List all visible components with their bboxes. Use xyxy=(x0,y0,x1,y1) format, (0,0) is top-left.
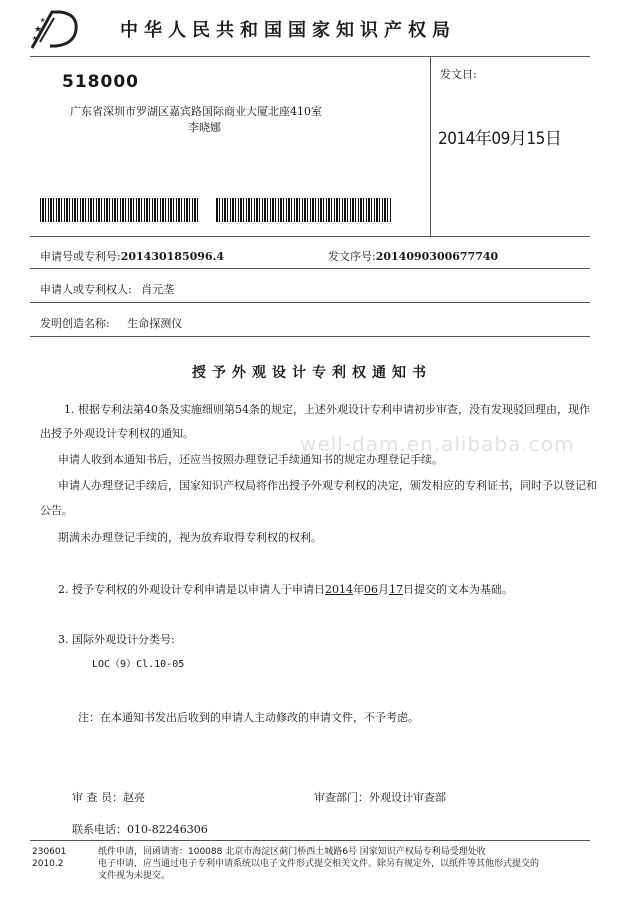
applicant-name: 肖元垄 xyxy=(141,283,175,296)
header-top-rule xyxy=(30,56,590,57)
p5-month-unit: 月 xyxy=(378,583,389,596)
document-title: 授予外观设计专利权通知书 xyxy=(192,365,432,381)
footer-text xyxy=(98,846,598,882)
loc-classification: LOC（9）Cl.10-05 xyxy=(92,659,185,670)
document-serial-label: 发文序号: xyxy=(328,250,376,263)
document-serial-row xyxy=(328,248,498,264)
p5-month: 06 xyxy=(364,583,378,596)
form-code-2: 2010.2 xyxy=(32,859,64,869)
p5-prefix: 2. 授予专利权的外观设计专利申请是以申请人于申请日 xyxy=(58,583,325,596)
document-serial: 2014090300677740 xyxy=(375,250,499,263)
paragraph-3-line-1: 申请人办理登记手续后，国家知识产权局将作出授予外观专利权的决定，颁发相应的专利证书，同时予以登记和 xyxy=(58,479,597,492)
invention-name: 生命探测仪 xyxy=(127,317,183,330)
footer-line-3: 文件视为未提交。 xyxy=(98,871,171,881)
svg-text:★: ★ xyxy=(40,17,46,24)
p5-year-unit: 年 xyxy=(353,583,364,596)
paragraph-6: 3. 国际外观设计分类号: xyxy=(58,633,175,646)
header-divider xyxy=(430,56,431,236)
footer-line-2: 电子申请，应当通过电子专利申请系统以电子文件形式提交相关文件。除另有规定外，以纸件等其他形式提交的 xyxy=(98,859,540,869)
fields-rule-2 xyxy=(30,302,590,303)
paragraph-1-line-2: 出授予外观设计专利权的通知。 xyxy=(40,427,194,440)
p5-day: 17 xyxy=(389,583,403,596)
application-number: 201430185096.4 xyxy=(120,250,225,263)
paragraph-1-line-1: 1. 根据专利法第40条及实施细则第54条的规定，上述外观设计专利申请初步审查，没有发现驳回理由，现作 xyxy=(64,403,590,416)
paragraph-3-line-2: 公告。 xyxy=(40,504,73,517)
svg-text:★: ★ xyxy=(34,25,43,35)
application-number-label: 申请号或专利号: xyxy=(40,250,121,263)
department: 审查部门：外观设计审查部 xyxy=(314,791,446,804)
barcode-right xyxy=(216,198,392,222)
application-number-row xyxy=(40,248,224,264)
footer-rule xyxy=(30,840,590,841)
recipient-address: 广东省深圳市罗湖区嘉宾路国际商业大厦北座410室 xyxy=(70,105,322,118)
p5-year: 2014 xyxy=(325,583,353,596)
p5-suffix: 日提交的文本为基础。 xyxy=(403,583,513,596)
fields-top-rule xyxy=(30,236,590,237)
form-code-1: 230601 xyxy=(32,847,67,857)
send-date-label: 发文日: xyxy=(440,68,477,81)
invention-row xyxy=(40,315,182,331)
invention-label: 发明创造名称: xyxy=(40,317,110,330)
sipo-logo-icon xyxy=(30,8,80,50)
contact-phone: 联系电话：010-82246306 xyxy=(72,823,208,836)
svg-text:★: ★ xyxy=(32,35,38,42)
applicant-row xyxy=(40,281,174,297)
barcode-left xyxy=(40,198,200,222)
footer-line-1: 纸件申请，回函请寄：100088 北京市海淀区蓟门桥西土城路6号 国家知识产权局专利局受理处收 xyxy=(98,847,486,857)
paragraph-5 xyxy=(58,582,513,598)
examiner: 审 查 员：赵亮 xyxy=(72,791,145,804)
fields-rule-1 xyxy=(30,268,590,269)
applicant-label: 申请人或专利权人: xyxy=(40,283,132,296)
paragraph-2: 申请人收到本通知书后，还应当按照办理登记手续通知书的规定办理登记手续。 xyxy=(58,453,443,466)
recipient-name: 李晓娜 xyxy=(188,121,221,134)
send-date: 2014年09月15日 xyxy=(438,129,562,149)
postcode: 518000 xyxy=(62,72,139,92)
watermark: well-dam.en.alibaba.com xyxy=(300,432,575,456)
fields-rule-3 xyxy=(30,336,590,337)
paragraph-4: 期满未办理登记手续的，视为放弃取得专利权的权利。 xyxy=(58,531,322,544)
note: 注：在本通知书发出后收到的申请人主动修改的申请文件，不予考虑。 xyxy=(78,711,419,724)
office-title: 中华人民共和国国家知识产权局 xyxy=(120,20,456,41)
